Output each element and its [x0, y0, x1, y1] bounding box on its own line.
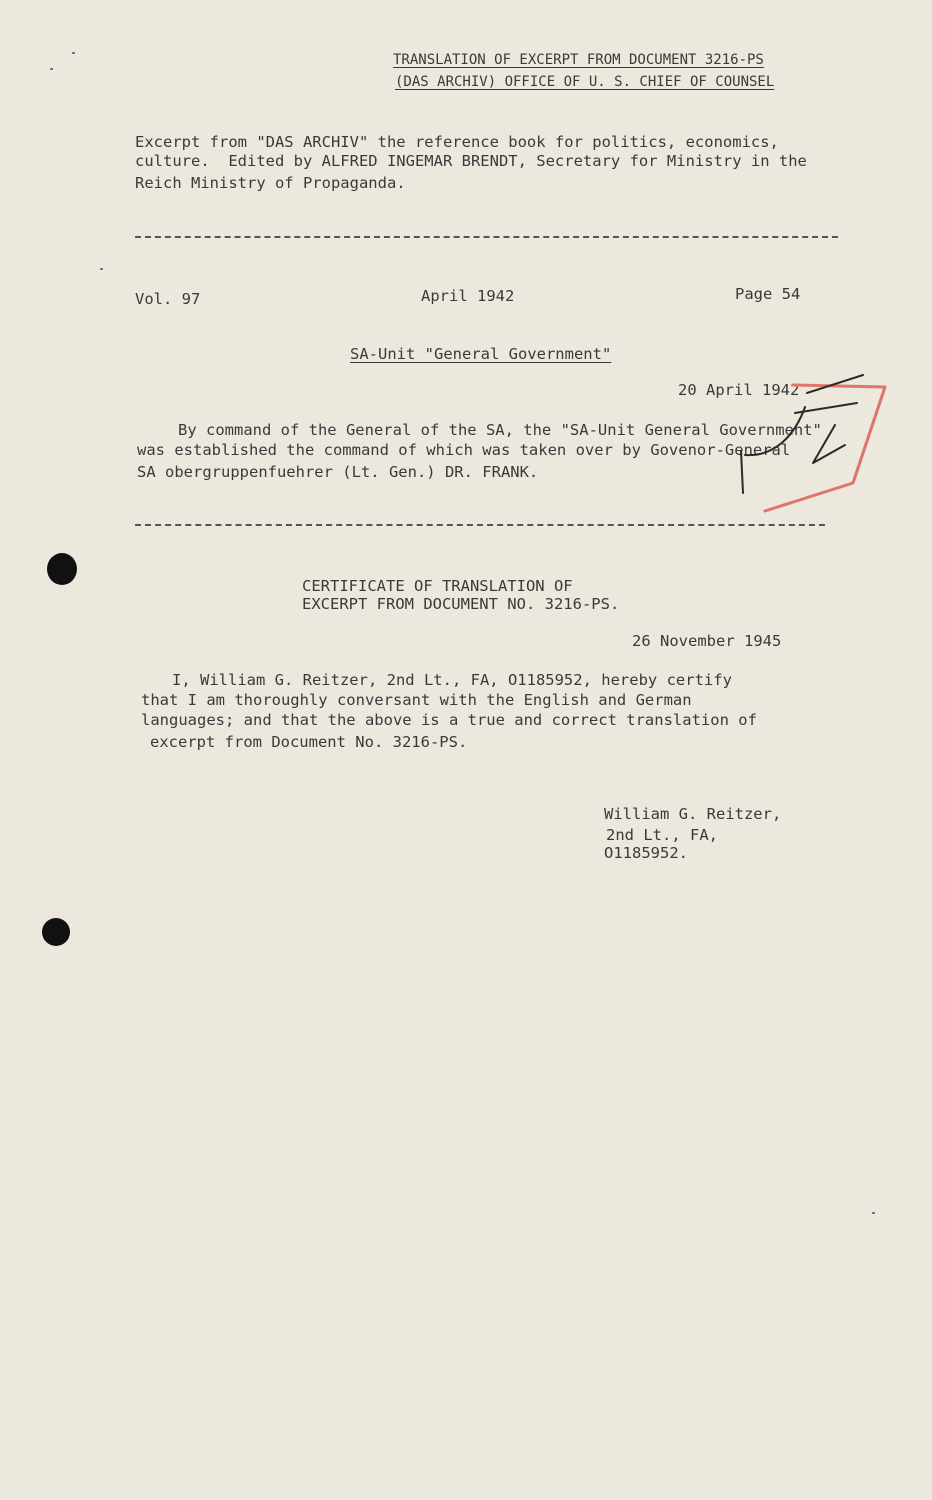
intro-line-1: Excerpt from "DAS ARCHIV" the reference book for politics, economics,	[135, 133, 779, 151]
issue-date: April 1942	[421, 287, 515, 305]
certificate-title-2: EXCERPT FROM DOCUMENT NO. 3216-PS.	[302, 595, 620, 613]
certificate-line-1: I, William G. Reitzer, 2nd Lt., FA, O1185952, hereby certify	[172, 671, 732, 689]
certificate-line-4: excerpt from Document No. 3216-PS.	[150, 733, 468, 751]
divider-top	[135, 236, 838, 238]
punch-hole-top	[47, 553, 77, 585]
certificate-line-3: languages; and that the above is a true and correct translation of	[141, 711, 757, 729]
intro-line-2: culture. Edited by ALFRED INGEMAR BRENDT, Secretary for Ministry in the	[135, 152, 807, 170]
black-pencil-stroke	[741, 375, 863, 493]
article-line-1: By command of the General of the SA, the "SA-Unit General Government"	[150, 421, 822, 439]
signature-serial: O1185952.	[604, 844, 688, 862]
certificate-title-1: CERTIFICATE OF TRANSLATION OF	[302, 577, 573, 595]
divider-middle	[135, 524, 825, 526]
red-pencil-stroke	[765, 385, 885, 511]
paper-speck	[872, 1212, 875, 1214]
signature-rank: 2nd Lt., FA,	[606, 826, 718, 844]
certificate-line-2: that I am thoroughly conversant with the English and German	[141, 691, 692, 709]
paper-speck	[50, 68, 53, 70]
paper-speck	[100, 268, 103, 270]
signature-name: William G. Reitzer,	[604, 805, 782, 823]
certificate-date: 26 November 1945	[632, 632, 782, 650]
punch-hole-bottom	[42, 918, 70, 946]
article-date: 20 April 1942	[678, 381, 800, 399]
intro-line-3: Reich Ministry of Propaganda.	[135, 174, 406, 192]
article-title: SA-Unit "General Government"	[350, 345, 612, 363]
article-line-3: SA obergruppenfuehrer (Lt. Gen.) DR. FRANK.	[137, 463, 539, 481]
pencil-annotation	[735, 365, 905, 525]
article-line-2: was established the command of which was taken over by Govenor-General	[137, 441, 791, 459]
paper-speck	[72, 52, 75, 54]
header-line-2: (DAS ARCHIV) OFFICE OF U. S. CHIEF OF COUNSEL	[395, 74, 775, 90]
page-number: Page 54	[735, 285, 801, 303]
volume-label: Vol. 97	[135, 290, 201, 308]
header-line-1: TRANSLATION OF EXCERPT FROM DOCUMENT 3216-PS	[393, 52, 764, 68]
